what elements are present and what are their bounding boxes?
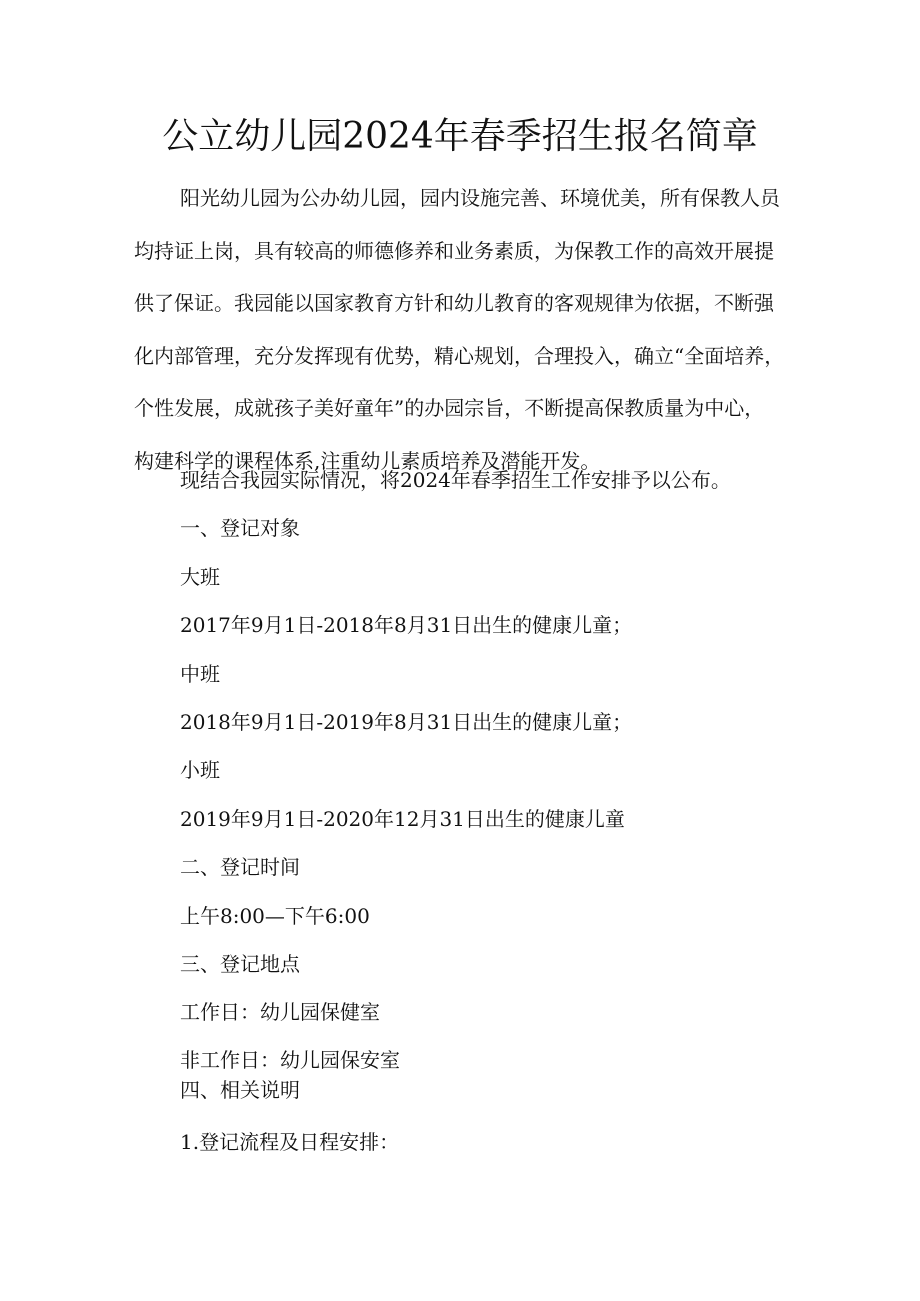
intro-line-3: 供了保证。我园能以国家教育方针和幼儿教育的客观规律为依据，不断强 xyxy=(134,291,774,315)
item-1-text: 1.登记流程及日程安排： xyxy=(180,1130,400,1154)
class-big-range: 2017年9月1日-2018年8月31日出生的健康儿童； xyxy=(180,613,633,637)
intro-line-4: 化内部管理，充分发挥现有优势，精心规划，合理投入，确立“全面培养， xyxy=(134,343,785,368)
section-4-heading: 四、相关说明 xyxy=(180,1078,300,1102)
class-big-label: 大班 xyxy=(180,565,220,589)
class-small-range: 2019年9月1日-2020年12月31日出生的健康儿童 xyxy=(180,807,625,831)
document-title: 公立幼儿园2024年春季招生报名简章 xyxy=(162,116,758,157)
registration-time: 上午8:00—下午6:00 xyxy=(180,904,370,928)
announcement-text: 现结合我园实际情况，将2024年春季招生工作安排予以公布。 xyxy=(180,468,731,492)
location-workday: 工作日：幼儿园保健室 xyxy=(180,1000,380,1024)
section-1-heading: 一、登记对象 xyxy=(180,516,300,540)
class-mid-label: 中班 xyxy=(180,662,220,686)
intro-line-2: 均持证上岗，具有较高的师德修养和业务素质，为保教工作的高效开展提 xyxy=(134,238,774,263)
intro-line-5: 个性发展，成就孩子美好童年”的办园宗旨，不断提高保教质量为中心， xyxy=(134,396,765,420)
class-small-label: 小班 xyxy=(180,758,220,782)
location-nonworkday: 非工作日：幼儿园保安室 xyxy=(180,1048,400,1072)
class-mid-range: 2018年9月1日-2019年8月31日出生的健康儿童； xyxy=(180,710,633,734)
intro-line-1: 阳光幼儿园为公办幼儿园，园内设施完善、环境优美，所有保教人员 xyxy=(180,186,780,210)
intro-line-6: 构建科学的课程体系,注重幼儿素质培养及潜能开发。 xyxy=(134,448,601,473)
intro-paragraph xyxy=(134,172,800,487)
section-3-heading: 三、登记地点 xyxy=(180,952,300,976)
section-2-heading: 二、登记时间 xyxy=(180,855,300,879)
